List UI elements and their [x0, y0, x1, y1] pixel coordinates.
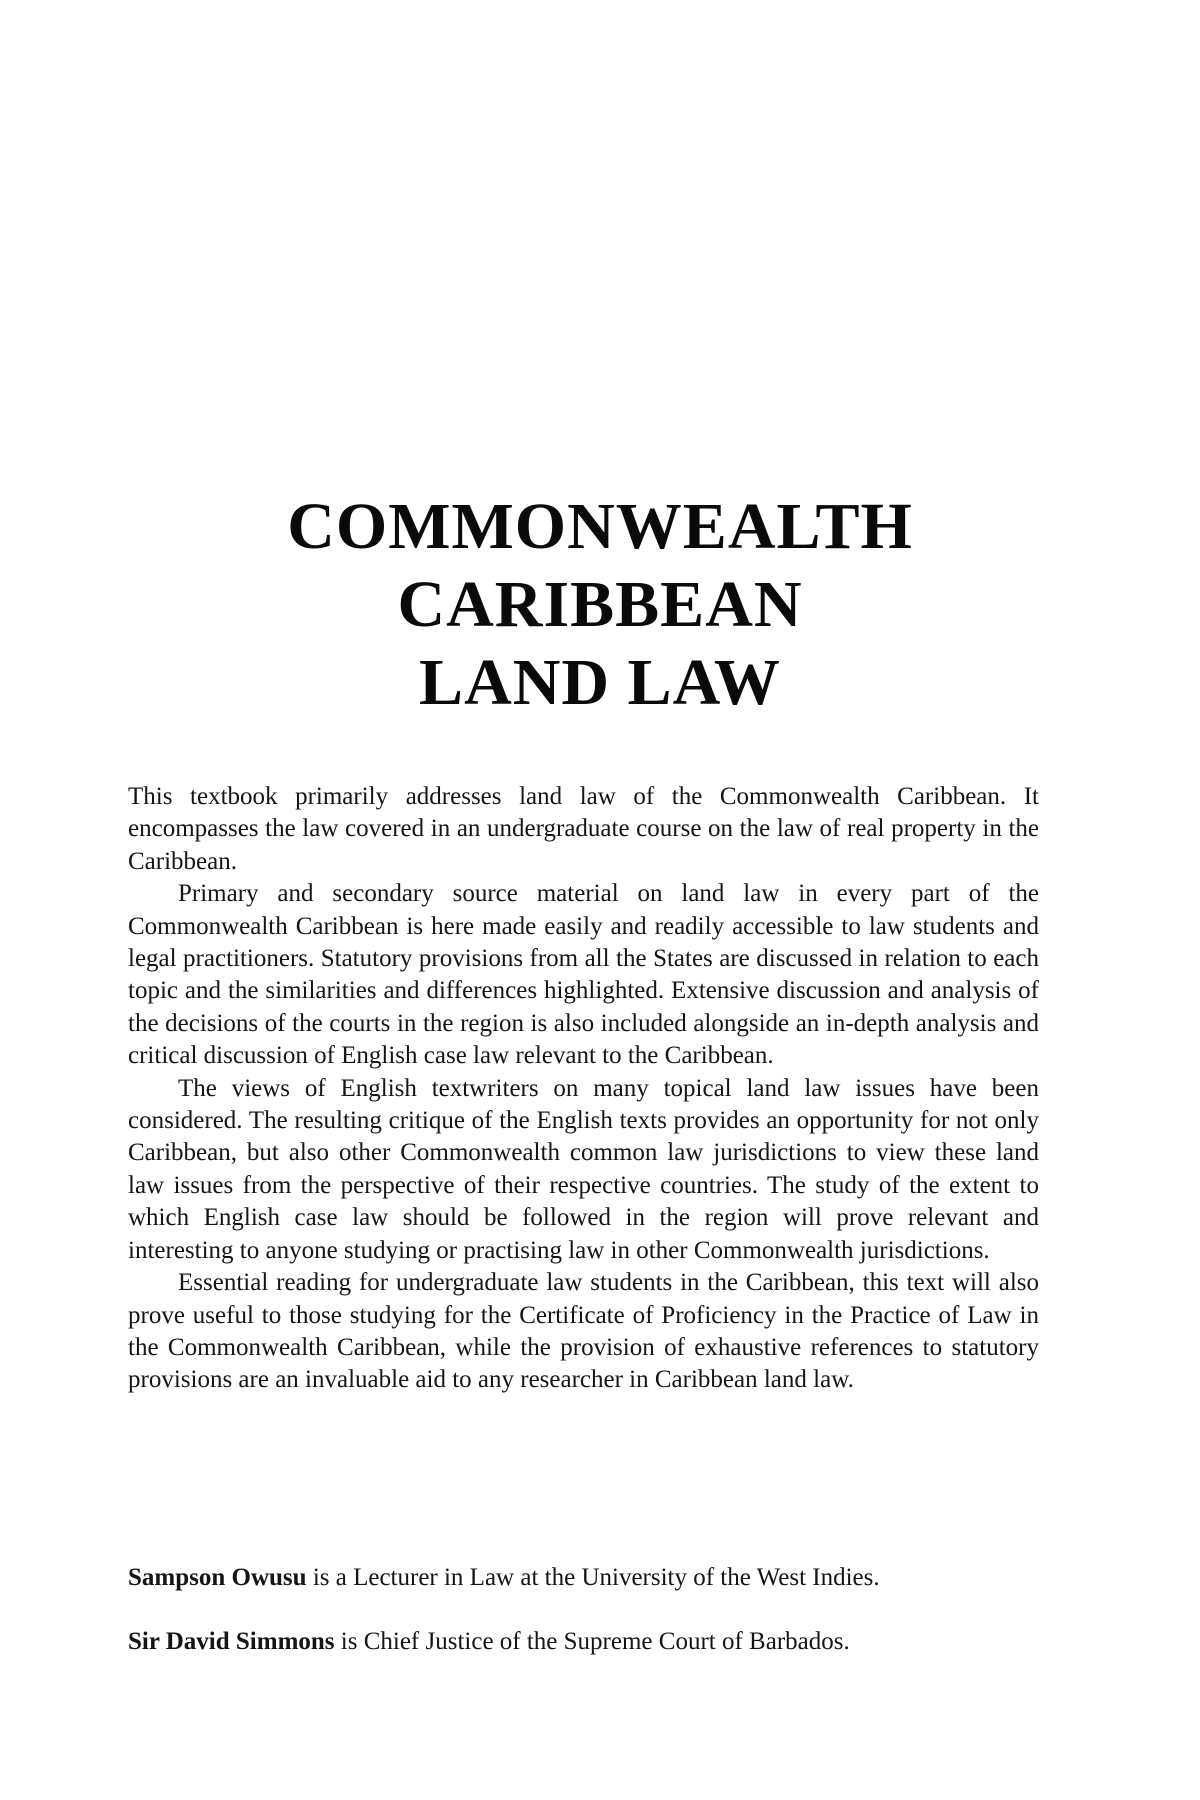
description-paragraph-3: The views of English textwriters on many topical land law issues have been considered. The resulting critique of the English texts provides an opportunity for not only Caribbean, but also other Commonwealth common law jurisdictions to view these land law issues from the perspective of their respective countries. The study of the extent to which English case law should be followed in the region will prove relevant and interesting to anyone studying or practising law in other Commonwealth jurisdictions. [128, 1074, 1039, 1264]
description-paragraph-1: This textbook primarily addresses land law of the Commonwealth Caribbean. It encompasses the law covered in an undergraduate course on the law of real property in the Caribbean. [128, 783, 1039, 875]
book-title-line-3: LAND LAW [419, 646, 781, 719]
author-bio-text-1: is a Lecturer in Law at the University of the West Indies. [306, 1564, 880, 1591]
description-paragraph-4: Essential reading for undergraduate law students in the Caribbean, this text will also prove useful to those studying for the Certificate of Proficiency in the Practice of Law in the Commonwealth Caribbean, while the provision of exhaustive references to statutory provisions are an invaluable aid to any researcher in Caribbean land law. [128, 1269, 1039, 1394]
author-bio-2 [128, 1626, 1088, 1658]
author-name-1: Sampson Owusu [128, 1564, 307, 1591]
description-paragraph-2: Primary and secondary source material on land law in every part of the Commonwealth Caribbean is here made easily and readily accessible to law students and legal practitioners. Statutory provisions from all the States are discussed in relation to each topic and the similarities and differences highlighted. Extensive discussion and analysis of the decisions of the courts in the region is also included alongside an in-depth analysis and critical discussion of English case law relevant to the Caribbean. [128, 880, 1039, 1070]
author-bio-1 [128, 1562, 1088, 1594]
book-title-line-1: COMMONWEALTH [287, 490, 913, 563]
book-title [0, 488, 1200, 722]
book-description [128, 781, 1039, 1397]
book-title-line-2: CARIBBEAN [397, 568, 803, 641]
author-name-2: Sir David Simmons [128, 1628, 335, 1655]
author-bio-text-2: is Chief Justice of the Supreme Court of Barbados. [334, 1628, 850, 1655]
